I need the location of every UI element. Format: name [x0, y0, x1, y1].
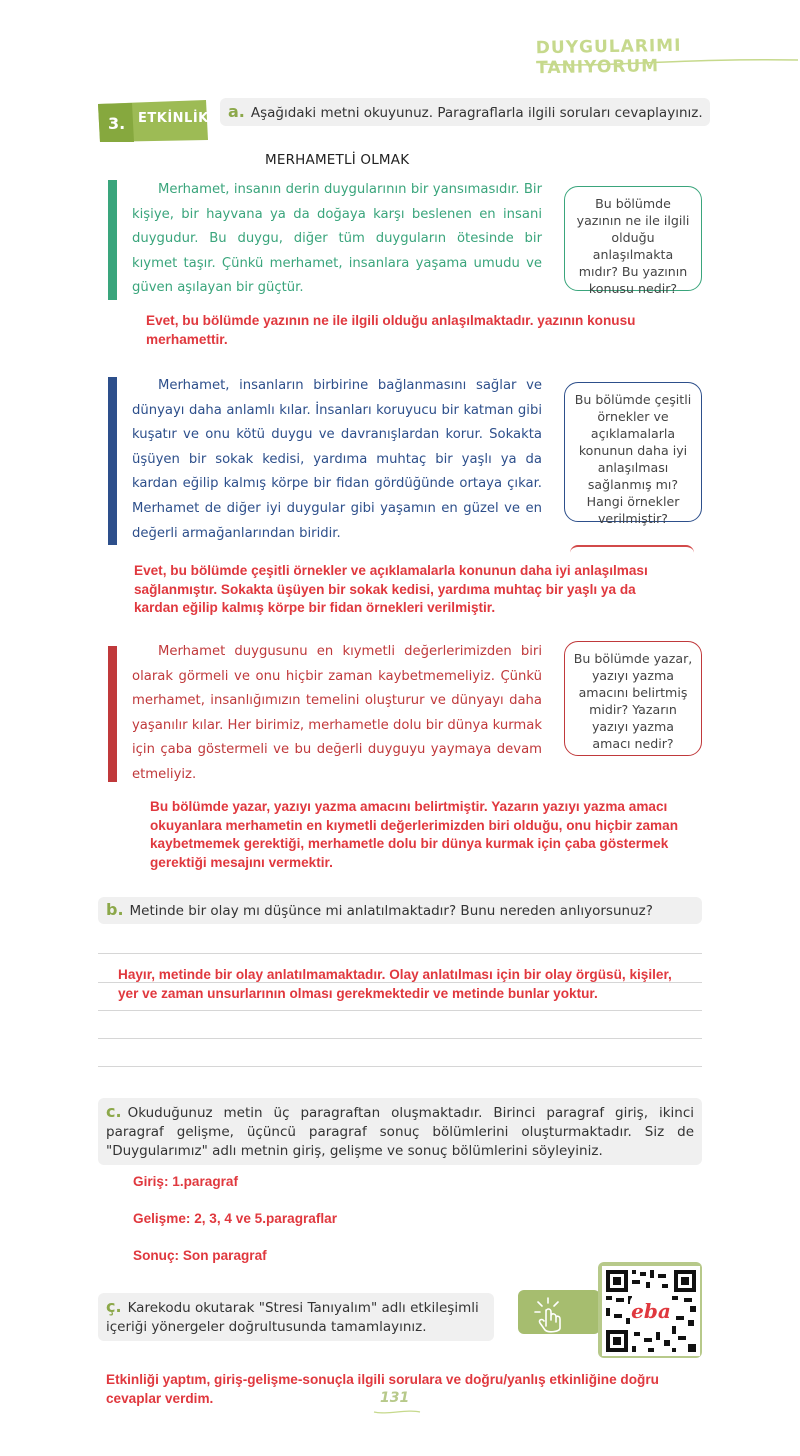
question-cc	[98, 1293, 494, 1341]
question-text: Karekodu okutarak "Stresi Tanıyalım" adlı etkileşimli içeriği yönergeler doğrultusunda tamamlayınız.	[106, 1300, 479, 1335]
paragraph-2-bar	[108, 377, 117, 545]
hand-tap-icon	[518, 1290, 600, 1334]
answer-line	[98, 1066, 702, 1067]
activity-label: ETKİNLİK	[138, 111, 209, 126]
question-c	[98, 1098, 702, 1165]
qr-code[interactable]	[602, 1266, 700, 1356]
eba-logo: eba	[631, 1299, 671, 1323]
paragraph-2: Merhamet, insanların birbirine bağlanmasını sağlar ve dünyayı daha anlamlı kılar. İnsanları koruyucu bir katman gibi kuşatır ve onu kötü duygu ve davranışlardan korur. Sokakta üşüyen bir sokak kedisi, yardıma muhtaç bir yaşlı ya da kardan eğilip kalmış körpe bir fidan gördüğünde ortaya çıkar. Merhamet de diğer iyi duygular gibi yaşamın en güzel ve en değerli armağanlarından biridir.	[132, 378, 542, 541]
question-letter: c.	[106, 1102, 122, 1121]
paragraph-3: Merhamet duygusunu en kıymetli değerlerimizden biri olarak görmeli ve onu hiçbir zaman kaybetmemeliyiz. Çünkü merhamet, insanlığımızın temelini oluşturur ve dünyayı daha yaşanılır kılar. Her birimiz, merhametle dolu bir dünya kurmak için çaba göstermeli ve bu değerli duyguyu yaymaya devam etmeliyiz.	[132, 644, 542, 782]
question-text: Metinde bir olay mı düşünce mi anlatılmaktadır? Bunu nereden anlıyorsunuz?	[129, 903, 653, 919]
unit-title-underline	[540, 54, 800, 70]
page-number-underline	[372, 1408, 422, 1416]
page-number: 131	[380, 1390, 410, 1406]
question-b-answer: Hayır, metinde bir olay anlatılmamaktadır. Olay anlatılması için bir olay örgüsü, kişiler, yer ve zaman unsurlarının olması gerekmektedir ve metinde bunlar yoktur.	[118, 967, 672, 1001]
paragraph-3-question: Bu bölümde yazar, yazıyı yazma amacını belirtmiş midir? Yazarın yazıyı yazma amacı nedir?	[564, 641, 702, 756]
answer-line	[98, 953, 702, 954]
question-c-answer-3: Sonuç: Son paragraf	[133, 1248, 267, 1263]
paragraph-1-answer: Evet, bu bölümde yazının ne ile ilgili olduğu anlaşılmaktadır. yazının konusu merhamettir.	[146, 313, 636, 347]
text-title: MERHAMETLİ OLMAK	[265, 152, 410, 168]
paragraph-1-bar	[108, 180, 117, 300]
question-c-answer-2: Gelişme: 2, 3, 4 ve 5.paragraflar	[133, 1211, 338, 1226]
activity-number: 3.	[108, 114, 126, 133]
question-letter: b.	[106, 900, 124, 919]
tap-hint[interactable]	[518, 1290, 600, 1334]
paragraph-3-box-edge	[570, 545, 694, 553]
paragraph-2-question: Bu bölümde çeşitli örnekler ve açıklamalarla konunun daha iyi anlaşılması sağlanmış mı? Hangi örnekler verilmiştir?	[564, 382, 702, 522]
question-c-answer-1: Giriş: 1.paragraf	[133, 1174, 239, 1189]
paragraph-1-question: Bu bölümde yazının ne ile ilgili olduğu anlaşılmakta mıdır? Bu yazının konusu nedir?	[564, 186, 702, 291]
paragraph-3-answer: Bu bölümde yazar, yazıyı yazma amacını belirtmiştir. Yazarın yazıyı yazma amacı okuyanlara merhametin en kıymetli değerlerimizden biri olduğu, onu hiçbir zaman kaybetmemek gerektiği, merhametle dolu bir dünya kurmak için çaba göstermek gerektiği mesajını vermektir.	[150, 799, 679, 870]
answer-line	[98, 1038, 702, 1039]
question-text: Okuduğunuz metin üç paragraftan oluşmaktadır. Birinci paragraf giriş, ikinci paragraf gelişme, üçüncü paragraf sonuç bölümlerini oluşturmaktadır. Siz de "Duygularımız" adlı metnin giriş, gelişme ve sonuç bölümlerini söyleyiniz.	[106, 1105, 694, 1159]
answer-line	[98, 1010, 702, 1011]
paragraph-2-answer: Evet, bu bölümde çeşitli örnekler ve açıklamalarla konunun daha iyi anlaşılması sağlanmıştır. Sokakta üşüyen bir sokak kedisi, yardıma muhtaç bir yaşlı ya da kardan eğilip kalmış körpe bir fidan örnekleri verilmiştir.	[134, 563, 648, 615]
question-b	[98, 897, 702, 924]
qr-code-icon	[602, 1266, 700, 1356]
question-text: Aşağıdaki metni okuyunuz. Paragraflarla ilgili soruları cevaplayınız.	[250, 105, 703, 121]
final-note: Etkinliği yaptım, giriş-gelişme-sonuçla ilgili sorulara ve doğru/yanlış etkinliğine doğru cevaplar verdim.	[106, 1372, 659, 1406]
activity-badge	[98, 100, 208, 142]
question-letter: ç.	[106, 1297, 122, 1316]
question-a	[220, 98, 710, 126]
question-letter: a.	[228, 102, 245, 121]
unit-title: DUYGULARIMI TANIYORUM	[535, 35, 682, 79]
paragraph-3-bar	[108, 646, 117, 782]
paragraph-1: Merhamet, insanın derin duygularının bir yansımasıdır. Bir kişiye, bir hayvana ya da doğaya karşı beslenen en insani duygudur. Bu duygu, diğer tüm duyguların ötesinde bir kıymet taşır. Çünkü merhamet, insanlara yaşama umudu ve güven aşılayan bir güçtür.	[132, 182, 542, 296]
